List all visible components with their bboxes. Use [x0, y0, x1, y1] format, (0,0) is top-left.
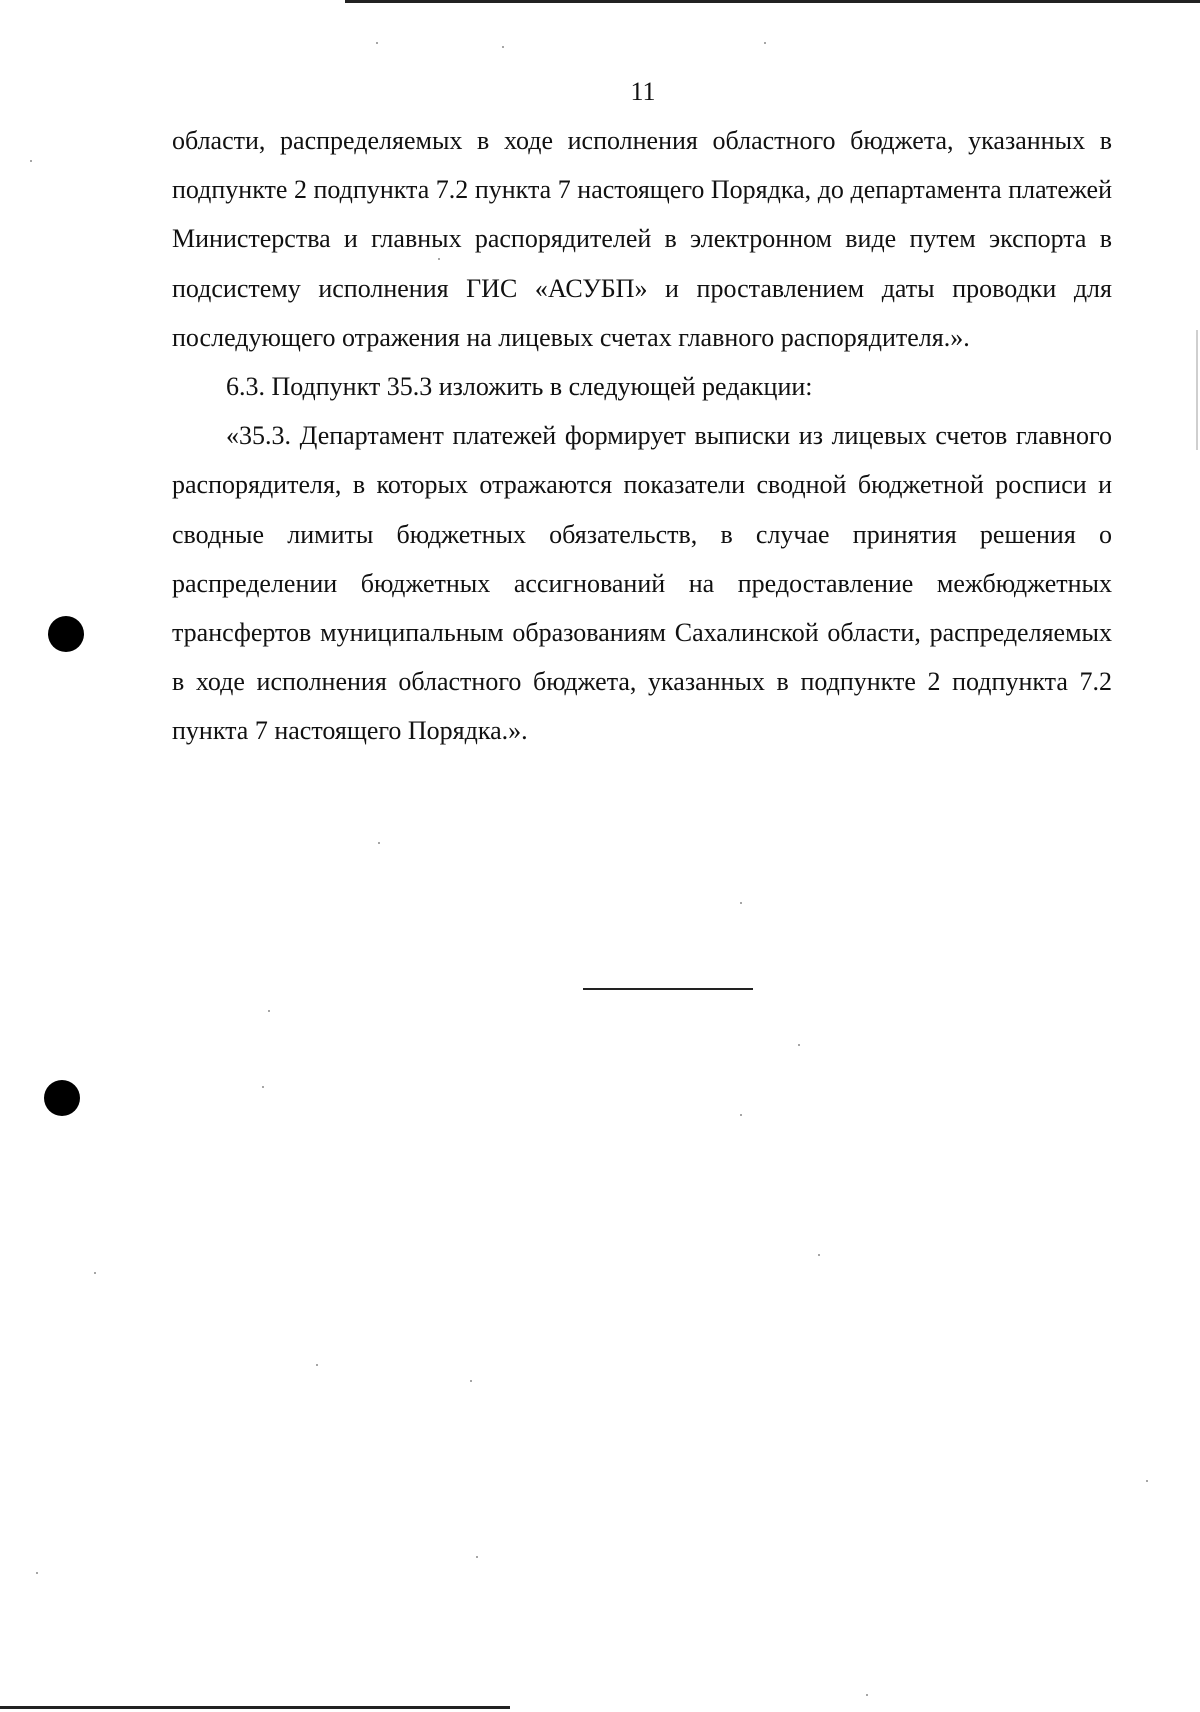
scan-speck — [94, 1272, 96, 1274]
scan-speck — [798, 1044, 800, 1046]
scan-speck — [740, 1114, 742, 1116]
scan-edge-top — [345, 0, 1200, 3]
scan-speck — [30, 160, 32, 162]
scan-speck — [1146, 1480, 1148, 1482]
scan-speck — [376, 42, 378, 44]
scan-speck — [740, 902, 742, 904]
document-body — [172, 116, 1112, 756]
scan-speck — [502, 46, 504, 48]
page-number: 11 — [630, 77, 656, 106]
punch-hole — [44, 1080, 80, 1116]
scan-speck — [262, 1086, 264, 1088]
scan-speck — [438, 258, 440, 260]
scan-speck — [866, 1694, 868, 1696]
scan-speck — [36, 1572, 38, 1574]
scan-speck — [316, 1364, 318, 1366]
paragraph-continuation: области, распределяемых в ходе исполнения областного бюджета, указанных в подпункте 2 подпункта 7.2 пункта 7 настоящего Порядка, до департамента платежей Министерства и главных распорядителей в электронном виде путем экспорта в подсистему исполнения ГИС «АСУБП» и проставлением даты проводки для последующего отражения на лицевых счетах главного распорядителя.». — [172, 126, 1112, 352]
scan-edge-right — [1196, 330, 1198, 450]
end-of-text-rule — [583, 988, 753, 990]
paragraph-clause-35-3: «35.3. Департамент платежей формирует выписки из лицевых счетов главного распорядителя, в которых отражаются показатели сводной бюджетной росписи и сводные лимиты бюджетных обязательств, в случае принятия решения о распределении бюджетных ассигнований на предоставление межбюджетных трансфертов муниципальным образованиям Сахалинской области, распределяемых в ходе исполнения областного бюджета, указанных в подпункте 2 подпункта 7.2 пункта 7 настоящего Порядка.». — [172, 421, 1112, 746]
scan-speck — [470, 1380, 472, 1382]
scan-speck — [268, 1010, 270, 1012]
scan-edge-bottom — [0, 1706, 510, 1709]
paragraph-subclause-6-3: 6.3. Подпункт 35.3 изложить в следующей редакции: — [226, 372, 813, 402]
scan-speck — [476, 1556, 478, 1558]
scan-speck — [764, 42, 766, 44]
scan-speck — [378, 842, 380, 844]
punch-hole — [48, 616, 84, 652]
scan-speck — [818, 1254, 820, 1256]
